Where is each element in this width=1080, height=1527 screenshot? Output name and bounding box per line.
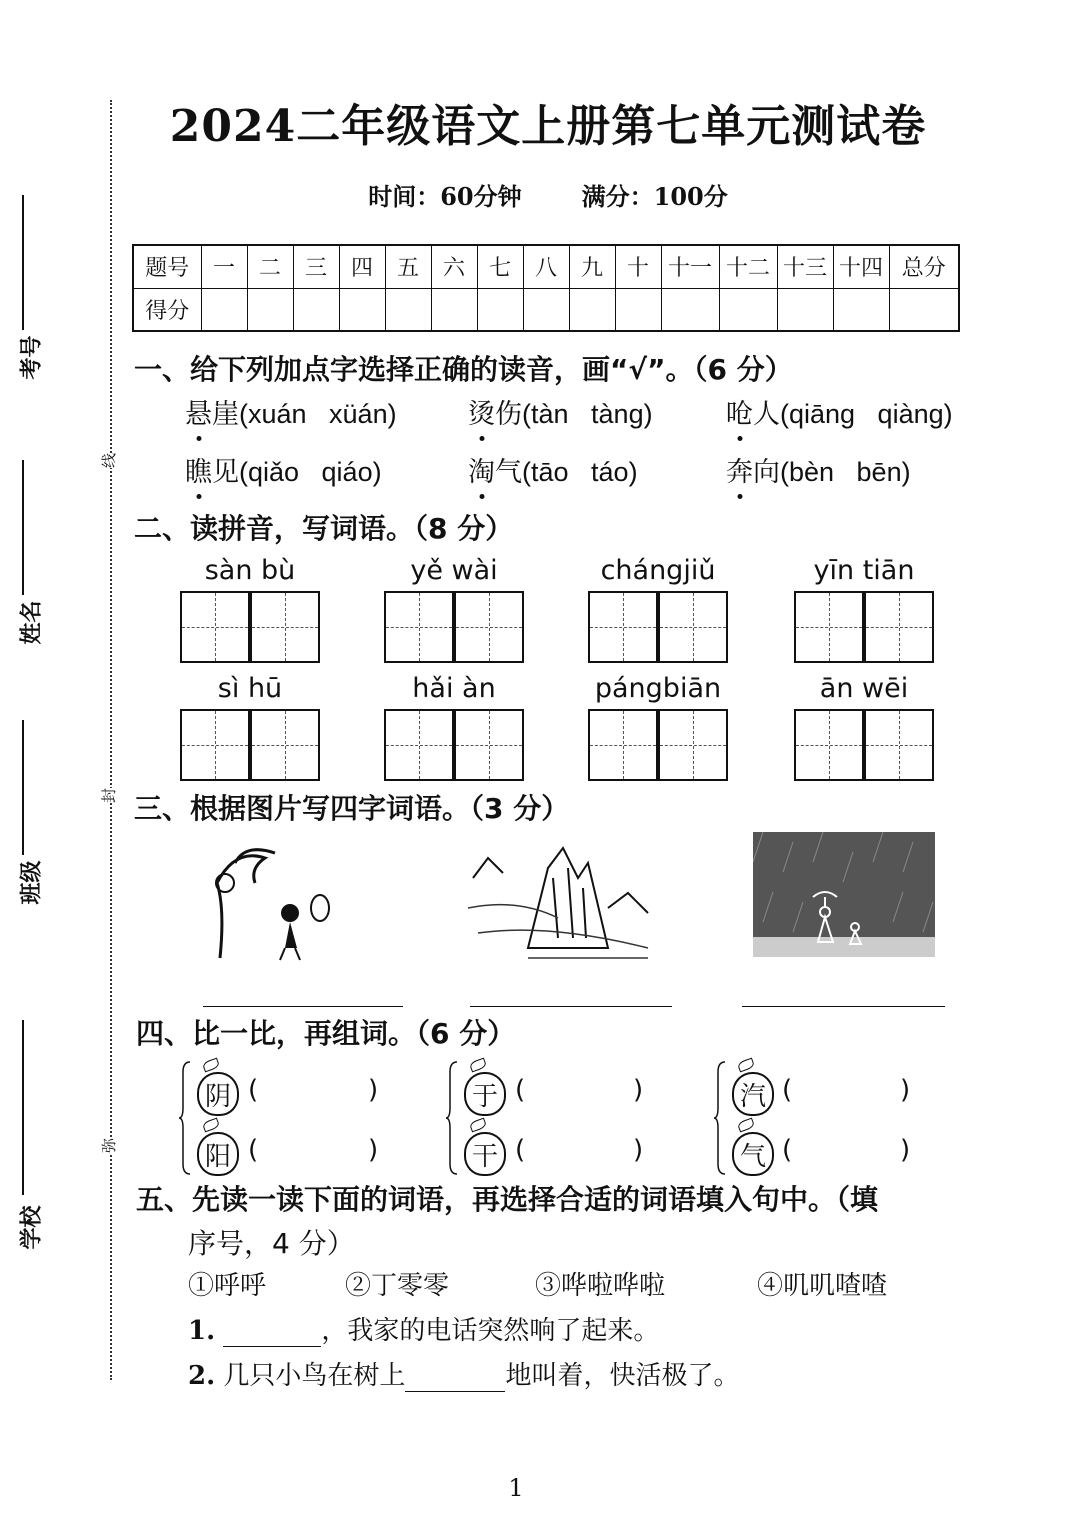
score-table [132,244,960,332]
pinyin-prompt: sàn bù [204,555,296,586]
section-5-heading: 五、先读一读下面的词语，再选择合适的词语填入句中。（填 [136,1183,879,1216]
char: 气 [495,457,522,487]
page-number: 1 [508,1474,524,1502]
class-label: 班级 [19,860,45,905]
pinyin-prompt: yīn tiān [813,555,915,586]
apple-icon [460,1120,510,1176]
school-line[interactable] [22,1020,24,1195]
fill-blank[interactable] [405,1362,505,1392]
pinyin-prompt: sì hū [217,673,283,704]
pinyin-prompt: ān wēi [819,673,909,704]
writing-grid[interactable] [454,709,524,781]
question-number: 1. [188,1316,216,1346]
score-cell[interactable] [431,288,477,331]
seal-dotted-line [110,100,112,1380]
writing-grid[interactable] [384,591,454,663]
question-text: 地叫着，快活极了。 [505,1361,740,1391]
score-cell[interactable] [339,288,385,331]
question-2 [188,1355,739,1392]
char: 见 [212,457,239,487]
char: 向 [753,457,780,487]
score-cell[interactable] [293,288,339,331]
writing-grid[interactable] [794,591,864,663]
pinyin-options[interactable]: (qiǎo qiáo) [239,457,382,487]
dotted-char: 奔 [726,457,753,487]
paren-close: ) [368,1075,379,1105]
apple-icon [193,1120,243,1176]
header-cell: 十三 [777,245,833,288]
header-cell: 二 [247,245,293,288]
section-1-heading: 一、给下列加点字选择正确的读音，画“√”。（6 分） [134,353,793,386]
question-text: ，我家的电话突然响了起来。 [321,1316,660,1346]
pinyin-item [185,450,382,489]
score-cell[interactable] [523,288,569,331]
answer-line-1[interactable] [203,1006,403,1007]
dotted-char: 悬 [185,399,212,429]
pinyin-options[interactable]: (tāo táo) [522,457,638,487]
word-option: ①呼呼 [188,1271,267,1301]
writing-grid[interactable] [658,591,728,663]
paren-open: ( [782,1135,793,1165]
time-limit: 时间：60分钟 [368,182,522,211]
paren-open: ( [248,1075,259,1105]
writing-grid[interactable] [864,709,934,781]
char: 伤 [495,399,522,429]
score-row [133,288,959,331]
score-cell[interactable] [385,288,431,331]
pinyin-prompt: hǎi àn [412,673,496,704]
word-option: ③哗啦哗啦 [535,1271,666,1301]
pinyin-item [726,392,953,431]
dotted-char: 烫 [468,399,495,429]
paren-open: ( [782,1075,793,1105]
word-option: ④叽叽喳喳 [757,1271,888,1301]
pinyin-item [468,392,653,431]
pinyin-prompt: yě wài [410,555,498,586]
question-text: 几只小鸟在树上 [223,1361,406,1391]
name-line[interactable] [22,460,24,595]
windy-picture [205,838,335,963]
header-cell: 九 [569,245,615,288]
compare-char: 阴 [197,1072,239,1116]
paren-open: ( [248,1135,259,1165]
char: 崖 [212,399,239,429]
paren-close: ) [633,1075,644,1105]
paren-close: ) [900,1075,911,1105]
header-cell: 十一 [661,245,719,288]
score-cell[interactable] [719,288,777,331]
pinyin-options[interactable]: (bèn bēn) [780,457,911,487]
apple-icon [193,1060,243,1116]
score-label: 得分 [133,288,201,331]
score-cell[interactable] [477,288,523,331]
writing-grid[interactable] [454,591,524,663]
page-title: 2024二年级语文上册第七单元测试卷 [169,101,927,152]
class-line[interactable] [22,720,24,855]
header-cell: 十四 [833,245,889,288]
exam-number-line[interactable] [22,195,24,330]
writing-grid[interactable] [658,709,728,781]
school-label: 学校 [19,1205,45,1250]
header-cell: 一 [201,245,247,288]
seal-label-seal: 封 [100,787,119,804]
full-score: 满分：100分 [581,182,728,211]
score-header-row [133,245,959,288]
score-cell[interactable] [615,288,661,331]
pinyin-item [185,392,397,431]
compare-char: 气 [732,1132,774,1176]
compare-char: 汽 [732,1072,774,1116]
writing-grid[interactable] [180,591,250,663]
name-label: 姓名 [19,600,45,645]
brace-icon [445,1060,459,1176]
section-2-heading: 二、读拼音，写词语。（8 分） [134,512,514,545]
mountains-picture [468,838,658,963]
writing-grid[interactable] [588,709,658,781]
paren-open: ( [515,1135,526,1165]
pinyin-item [726,450,911,489]
header-cell: 十二 [719,245,777,288]
writing-grid[interactable] [384,709,454,781]
apple-icon [728,1060,778,1116]
compare-char: 于 [464,1072,506,1116]
char: 人 [753,399,780,429]
dotted-char: 呛 [726,399,753,429]
paren-close: ) [900,1135,911,1165]
compare-char: 干 [464,1132,506,1176]
dotted-char: 淘 [468,457,495,487]
header-cell: 四 [339,245,385,288]
dotted-char: 瞧 [185,457,212,487]
rain-picture [753,832,935,957]
score-cell[interactable] [777,288,833,331]
exam-number-label: 考号 [19,335,45,380]
fill-blank[interactable] [223,1317,321,1347]
writing-grid[interactable] [250,591,320,663]
question-1 [188,1310,659,1347]
writing-grid[interactable] [794,709,864,781]
compare-char: 阳 [197,1132,239,1176]
seal-label-line: 线 [100,452,119,469]
paren-close: ) [368,1135,379,1165]
header-cell: 七 [477,245,523,288]
score-cell[interactable] [247,288,293,331]
header-cell: 十 [615,245,661,288]
pinyin-prompt: pángbiān [594,673,722,704]
pinyin-options[interactable]: (tàn tàng) [522,399,653,429]
writing-grid[interactable] [864,591,934,663]
writing-grid[interactable] [250,709,320,781]
brace-icon [713,1060,727,1176]
header-cell: 五 [385,245,431,288]
paren-open: ( [515,1075,526,1105]
header-cell: 三 [293,245,339,288]
apple-icon [728,1120,778,1176]
writing-grid[interactable] [180,709,250,781]
word-option: ②丁零零 [345,1271,450,1301]
pinyin-item [468,450,638,489]
answer-line-2[interactable] [470,1006,672,1007]
section-5-heading-cont: 序号，4 分） [188,1227,355,1260]
writing-grid[interactable] [588,591,658,663]
pinyin-options[interactable]: (xuán xüán) [239,399,397,429]
score-cell[interactable] [661,288,719,331]
score-cell[interactable] [201,288,247,331]
question-number: 2. [188,1361,216,1391]
pinyin-options[interactable]: (qiāng qiàng) [780,399,953,429]
paren-close: ) [633,1135,644,1165]
score-cell[interactable] [889,288,959,331]
exam-info [0,177,1080,212]
header-cell: 六 [431,245,477,288]
brace-icon [178,1060,192,1176]
header-cell: 题号 [133,245,201,288]
header-cell: 八 [523,245,569,288]
section-3-heading: 三、根据图片写四字词语。（3 分） [134,792,570,825]
apple-icon [460,1060,510,1116]
section-4-heading: 四、比一比，再组词。（6 分） [136,1017,516,1050]
header-cell: 总分 [889,245,959,288]
answer-line-3[interactable] [742,1006,945,1007]
pinyin-prompt: chángjiǔ [600,555,716,586]
seal-label-mi: 弥 [100,1137,119,1154]
score-cell[interactable] [833,288,889,331]
score-cell[interactable] [569,288,615,331]
